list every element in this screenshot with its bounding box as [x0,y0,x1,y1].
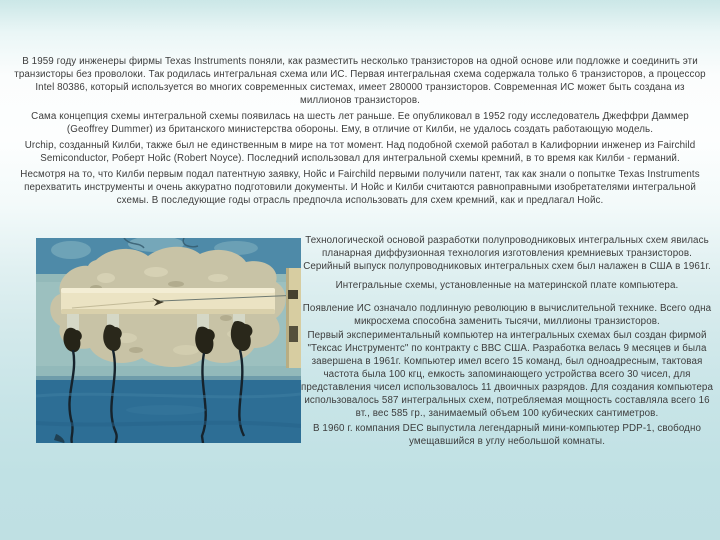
intro-paragraph-1: В 1959 году инженеры фирмы Texas Instruments поняли, как разместить несколько транзисторов на одной основе или подложке и соединить эти транзисторы без проволоки. Так родилась интегральная схема или ИС. Первая интегральная схема содержала только 6 транзисторов, а процессор Intel 80386, который используется во многих современных системах, имеет 280000 транзисторов. Современная ИС может быть создана из миллионов транзисторов. [14,56,706,106]
intro-paragraph-2: Сама концепция схемы интегральной схемы появилась на шесть лет раньше. Ее опубликовал в 1952 году исследователь Джеффри Даммер (Geoffrey Dummer) из британского министерства обороны. Ему, в отличие от Килби, не удалось создать работающую модель. [31,111,689,135]
first-ic-photo-illustration [36,238,301,443]
tech-basis-paragraph: Технологической основой разработки полупроводниковых интегральных схем явилась планарная диффузионная технология изготовления кремниевых транзисторов. Серийный выпуск полупроводниковых интегральных схем был налажен в США в 1961г. [303,235,711,272]
intro-text-block [14,55,706,210]
photo-caption: Интегральные схемы, установленные на материнской плате компьютера. [335,280,679,291]
ic-revolution-paragraph: Появление ИС означало подлинную революцию в вычислительной технике. Всего одна микросхема способна заменить тысячи, миллионы транзисторов. [302,303,712,327]
dec-pdp1-paragraph: В 1960 г. компания DEC выпустила легендарный мини-компьютер PDP-1, свободно умещавшийся в углу небольшой комнаты. [312,423,702,447]
history-text-block [299,234,715,451]
first-ic-computer-paragraph: Первый экспериментальный компьютер на интегральных схемах был создан фирмой "Тексас Инструментс" по контракту с ВВС США. Разработка велась 9 месяцев и была завершена в 1961г. Компьютер имел всего 15 команд, был одноадресным, тактовая частота была 100 кгц, емкость запоминающего устройства всего 30 чисел, для представления чисел использовалось 11 двоичных разрядов. Для создания компьютера использовалось 587 интегральных схем, потребляемая мощность составляла всего 16 вт., вес 585 гр., занимаемый объем 100 кубических сантиметров. [300,330,714,419]
intro-paragraph-3: Urchip, созданный Килби, также был не единственным в мире на тот момент. Над подобной схемой работал в Калифорнии инженер из Fairchild Semiconductor, Роберт Нойс (Robert Noyce). Последний использовал для интегральной схемы кремний, в то время как Килби - германий. [24,140,696,164]
first-ic-photo [36,238,301,443]
intro-paragraph-4: Несмотря на то, что Килби первым подал патентную заявку, Нойс и Fairchild первыми получили патент, так как знали о попытке Texas Instruments перехватить инструменты и очень аккуратно подготовили документы. И Нойс и Килби считаются равноправными изобретателями интегральной схемы. В последующие годы отрасль предпочла использовать для схем кремний, как и предлагал Нойс. [20,169,700,206]
